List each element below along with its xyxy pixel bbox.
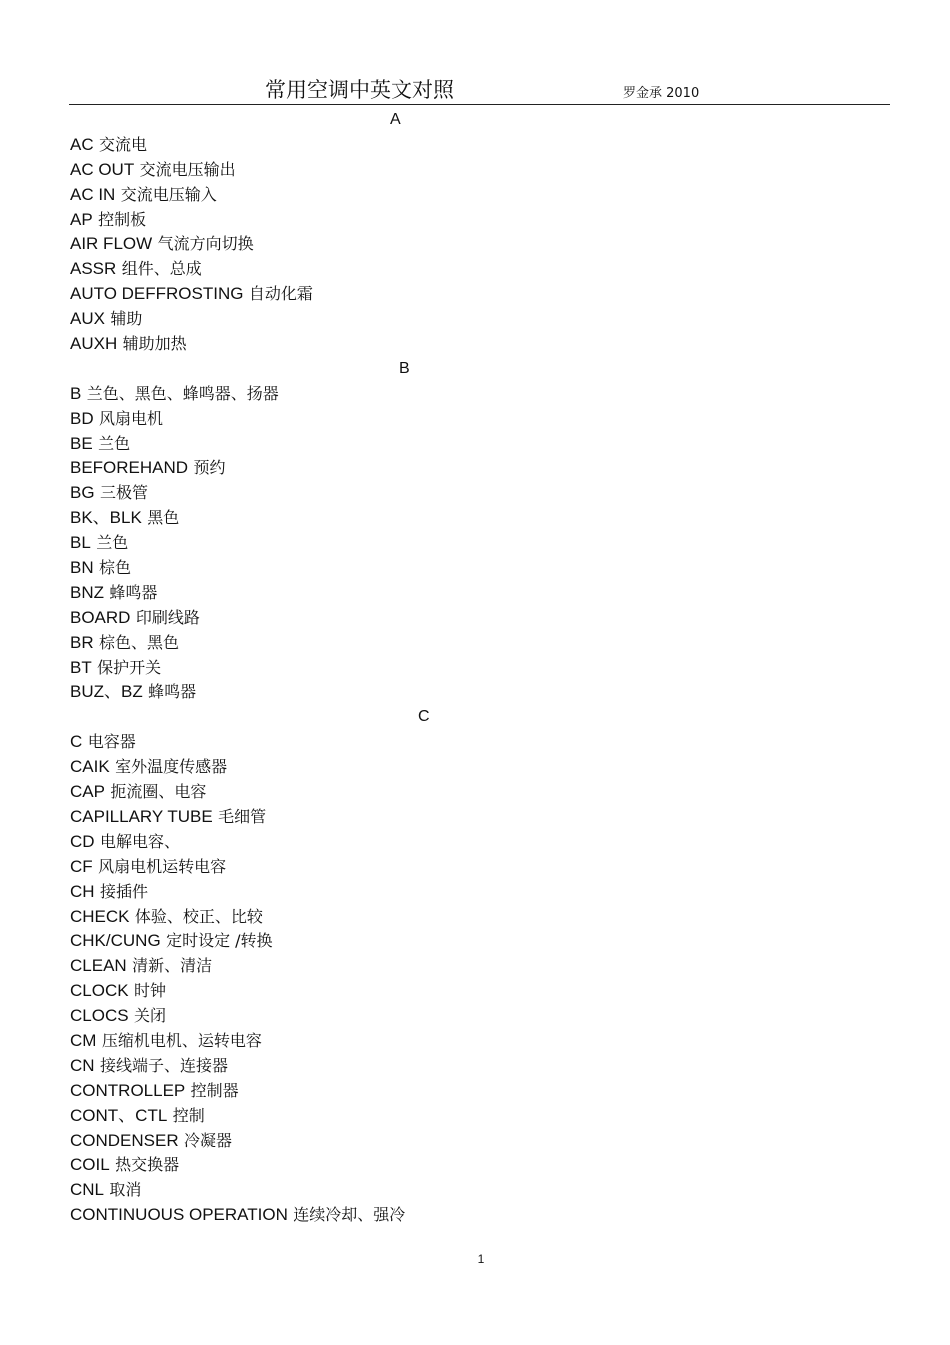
glossary-entry xyxy=(70,979,890,1004)
entry-term: B xyxy=(70,383,82,403)
section-letter: B xyxy=(399,359,410,377)
entry-definition: 风扇电机 xyxy=(99,408,164,428)
entry-definition: 交流电 xyxy=(99,134,148,154)
entry-term: AUTO DEFFROSTING xyxy=(70,284,244,304)
glossary-entry xyxy=(70,606,890,631)
glossary-entry xyxy=(70,208,890,233)
entry-term: CLEAN xyxy=(70,956,127,976)
entry-term: CAP xyxy=(70,782,105,802)
entry-term: C xyxy=(70,732,83,752)
glossary-entry xyxy=(70,307,890,332)
entry-term: AP xyxy=(70,209,93,229)
entry-term: BUZ、BZ xyxy=(70,682,143,702)
glossary-entry xyxy=(70,1178,890,1203)
entry-definition: 黑色 xyxy=(147,508,180,528)
glossary-entry xyxy=(70,830,890,855)
entry-term: BT xyxy=(70,657,92,677)
entry-term: BE xyxy=(70,433,93,453)
entry-definition: 蜂鸣器 xyxy=(109,582,158,602)
glossary-entry xyxy=(70,730,890,755)
glossary-entry xyxy=(70,631,890,656)
entry-term: CAPILLARY TUBE xyxy=(70,806,213,826)
section-letter: A xyxy=(390,111,401,128)
entry-definition: 毛细管 xyxy=(218,806,267,826)
entry-definition: 兰色、黑色、蜂鸣器、扬器 xyxy=(86,383,279,403)
glossary-entry xyxy=(70,506,890,531)
entry-term: CH xyxy=(70,881,95,901)
entry-term: BR xyxy=(70,632,94,652)
entry-term: BK、BLK xyxy=(70,508,142,528)
page-header xyxy=(0,0,950,110)
entry-definition: 印刷线路 xyxy=(135,607,200,627)
entry-definition: 清新、清洁 xyxy=(132,956,213,976)
glossary-entry xyxy=(70,158,890,183)
entry-definition: 关闭 xyxy=(133,1006,166,1026)
entry-definition: 取消 xyxy=(109,1180,142,1200)
glossary-entry xyxy=(70,780,890,805)
entry-term: CF xyxy=(70,856,93,876)
entry-term: BNZ xyxy=(70,582,104,602)
glossary-entry xyxy=(70,954,890,979)
entry-definition: 电容器 xyxy=(87,732,136,752)
entry-definition: 保护开关 xyxy=(97,657,162,677)
entry-definition: 连续冷却、强冷 xyxy=(293,1205,406,1225)
entry-definition: 蜂鸣器 xyxy=(148,682,197,702)
document-title: 常用空调中英文对照 xyxy=(265,78,454,102)
header-divider xyxy=(69,104,890,105)
glossary-entry xyxy=(70,481,890,506)
entry-term: CAIK xyxy=(70,757,110,777)
glossary-entry xyxy=(70,1153,890,1178)
glossary-entry xyxy=(70,680,890,705)
entry-definition: 辅助加热 xyxy=(122,334,187,354)
glossary-entry xyxy=(70,1004,890,1029)
glossary-entry xyxy=(70,656,890,681)
entry-term: CONTINUOUS OPERATION xyxy=(70,1205,288,1225)
entry-term: CM xyxy=(70,1030,97,1050)
glossary-entry xyxy=(70,232,890,257)
entry-definition: 交流电压输入 xyxy=(120,184,217,204)
entry-term: CNL xyxy=(70,1180,105,1200)
glossary-entry xyxy=(70,929,890,954)
glossary-entry xyxy=(70,133,890,158)
entry-term: CHECK xyxy=(70,906,130,926)
entry-definition: 预约 xyxy=(193,458,226,478)
entry-term: AC IN xyxy=(70,184,116,204)
entry-definition: 组件、总成 xyxy=(121,259,202,279)
entry-definition: 兰色 xyxy=(98,433,131,453)
entry-definition: 控制 xyxy=(172,1105,205,1125)
entry-term: COIL xyxy=(70,1155,110,1175)
entry-definition: 控制板 xyxy=(98,209,147,229)
entry-term: ASSR xyxy=(70,259,117,279)
glossary-entry xyxy=(70,257,890,282)
glossary-entry xyxy=(70,183,890,208)
entry-definition: 兰色 xyxy=(96,533,129,553)
entry-definition: 控制器 xyxy=(190,1080,239,1100)
glossary-entry xyxy=(70,855,890,880)
entry-term: AIR FLOW xyxy=(70,234,153,254)
entry-definition: 时钟 xyxy=(133,981,166,1001)
entry-term: BN xyxy=(70,558,94,578)
glossary-entry xyxy=(70,407,890,432)
entry-definition: 交流电压输出 xyxy=(139,159,236,179)
glossary-entry xyxy=(70,1203,890,1228)
entry-term: CD xyxy=(70,831,95,851)
glossary-entry xyxy=(70,905,890,930)
entry-term: CN xyxy=(70,1055,95,1075)
glossary-entry xyxy=(70,755,890,780)
section-letter: C xyxy=(418,708,430,726)
entry-term: BOARD xyxy=(70,607,131,627)
entry-term: AUX xyxy=(70,309,105,329)
glossary-entry xyxy=(70,432,890,457)
entry-definition: 电解电容、 xyxy=(99,831,180,851)
entry-definition: 气流方向切换 xyxy=(157,234,254,254)
entry-definition: 棕色、黑色 xyxy=(99,632,180,652)
entry-definition: 棕色 xyxy=(99,558,132,578)
entry-definition: 体验、校正、比较 xyxy=(134,906,263,926)
glossary-entry xyxy=(70,531,890,556)
glossary-entry xyxy=(70,556,890,581)
glossary-entry xyxy=(70,581,890,606)
entry-term: CONTROLLEP xyxy=(70,1080,186,1100)
glossary-entry xyxy=(70,456,890,481)
entry-definition: 接线端子、连接器 xyxy=(99,1055,228,1075)
entry-definition: 风扇电机运转电容 xyxy=(98,856,227,876)
glossary-entry xyxy=(70,1029,890,1054)
entry-term: CHK/CUNG xyxy=(70,931,161,951)
entry-term: BD xyxy=(70,408,94,428)
entry-definition: 定时设定 /转换 xyxy=(166,931,273,951)
entry-definition: 接插件 xyxy=(99,881,148,901)
glossary-entry xyxy=(70,1129,890,1154)
glossary-entry xyxy=(70,332,890,357)
entry-term: BEFOREHAND xyxy=(70,458,189,478)
glossary-entry xyxy=(70,1054,890,1079)
glossary-entry xyxy=(70,805,890,830)
entry-definition: 室外温度传感器 xyxy=(115,757,228,777)
entry-definition: 热交换器 xyxy=(115,1155,180,1175)
entry-definition: 三极管 xyxy=(99,483,148,503)
glossary-entry xyxy=(70,1079,890,1104)
entry-definition: 自动化霜 xyxy=(248,284,313,304)
entry-definition: 辅助 xyxy=(110,309,143,329)
page-number: 1 xyxy=(477,1252,485,1266)
entry-definition: 扼流圈、电容 xyxy=(110,782,207,802)
entry-term: AUXH xyxy=(70,334,118,354)
entry-definition: 压缩机电机、运转电容 xyxy=(101,1030,262,1050)
entry-definition: 冷凝器 xyxy=(184,1130,233,1150)
entry-term: BL xyxy=(70,533,91,553)
glossary-entry xyxy=(70,282,890,307)
entry-term: CONDENSER xyxy=(70,1130,179,1150)
glossary-entry xyxy=(70,1104,890,1129)
glossary-body xyxy=(70,108,890,1228)
entry-term: CONT、CTL xyxy=(70,1105,168,1125)
entry-term: AC xyxy=(70,134,94,154)
entry-term: AC OUT xyxy=(70,159,135,179)
glossary-entry xyxy=(70,382,890,407)
entry-term: CLOCK xyxy=(70,981,129,1001)
author-year: 罗金承 2010 xyxy=(623,86,700,101)
entry-term: BG xyxy=(70,483,95,503)
entry-term: CLOCS xyxy=(70,1006,129,1026)
glossary-entry xyxy=(70,880,890,905)
